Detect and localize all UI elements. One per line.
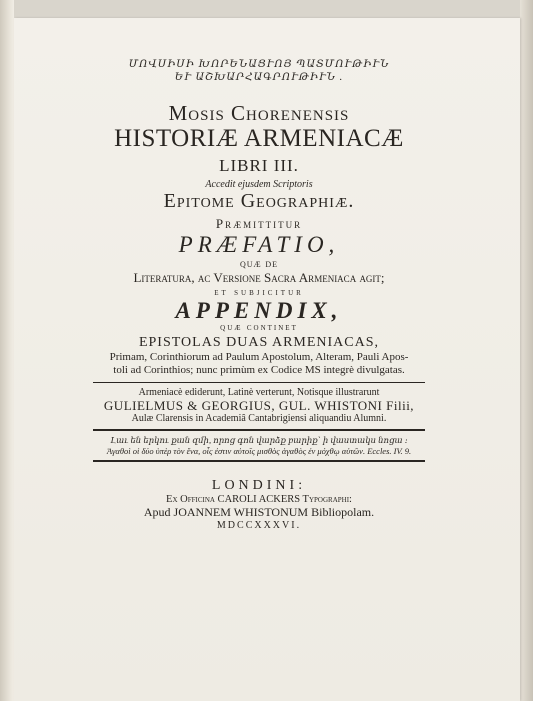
divider-rule-1	[93, 382, 425, 383]
title-page	[14, 18, 520, 701]
title-page-text	[74, 58, 444, 531]
londini-line: LONDINI:	[211, 478, 307, 493]
accedit-line: Accedit ejusdem Scriptoris	[205, 179, 313, 190]
description-line-1: Primam, Corinthiorum ad Paulum Apostolum, Alteram, Pauli Apos-	[109, 351, 409, 363]
epistolas-line: EPISTOLAS DUAS ARMENIACAS,	[138, 335, 380, 350]
praemittitur-line: Præmittitur	[215, 216, 303, 231]
epigraph-greek: Ἀγαθοὶ οἱ δύο ὑπὲρ τὸν ἕνα, οἷς ἐστιν αὐτοῖς μισθὸς ἀγαθὸς ἐν μόχθῳ αὐτῶν. Eccles. IV. 9.	[106, 446, 412, 456]
epigraph-armenian: Լաւ են երկու քան զմի, որոց գոն վարձք բարիք՝ ի վաստակս նոցա ։	[110, 435, 408, 445]
author-line: Mosis Chorenensis	[168, 101, 350, 125]
armenian-title-line-2: ԵՒ ԱՇԽԱՐՀԱԳՐՈՒԹԻՒՆ .	[174, 72, 344, 83]
description-line-2: toli ad Corinthios; nunc primùm ex Codice MS integrè divulgatas.	[113, 364, 405, 376]
book-spine	[0, 0, 14, 701]
quae-de-line: quæ de	[239, 258, 279, 270]
page-edges	[520, 0, 533, 701]
editors-names-line: GULIELMUS & GEORGIUS, GUL. WHISTONI Filii,	[103, 398, 415, 413]
apud-line: Apud JOANNEM WHISTONUM Bibliopolam.	[143, 505, 375, 519]
divider-rule-2	[93, 429, 425, 431]
epitome-line: Epitome Geographiæ.	[163, 190, 355, 212]
appendix-line: APPENDIX,	[175, 298, 343, 323]
main-title: HISTORIÆ ARMENIACÆ	[114, 125, 404, 152]
libri-line: LIBRI III.	[219, 156, 299, 175]
divider-rule-3	[93, 460, 425, 462]
editors-affiliation-line: Aulæ Clarensis in Academiâ Cantabrigiensi aliquandiu Alumni.	[131, 413, 387, 424]
quae-continet-line: quæ continet	[220, 323, 298, 333]
editors-intro-line: Armeniacè ediderunt, Latinè verterunt, Notisque illustrarunt	[138, 387, 380, 398]
literatura-line: Literatura, ac Versione Sacra Armeniaca agit;	[133, 270, 385, 285]
officina-line: Ex Officina CAROLI ACKERS Typographi:	[166, 494, 352, 505]
armenian-title-line-1: ՄՈՎՍԻՍԻ ԽՈՐԵՆԱՑՒՈՅ ՊԱՏՄՈՒԹԻՒՆ	[128, 59, 390, 70]
et-subjicitur-line: et subjicitur	[214, 288, 304, 298]
praefatio-line: PRÆFATIO,	[178, 232, 340, 257]
year-line: MDCCXXXVI.	[216, 520, 302, 531]
